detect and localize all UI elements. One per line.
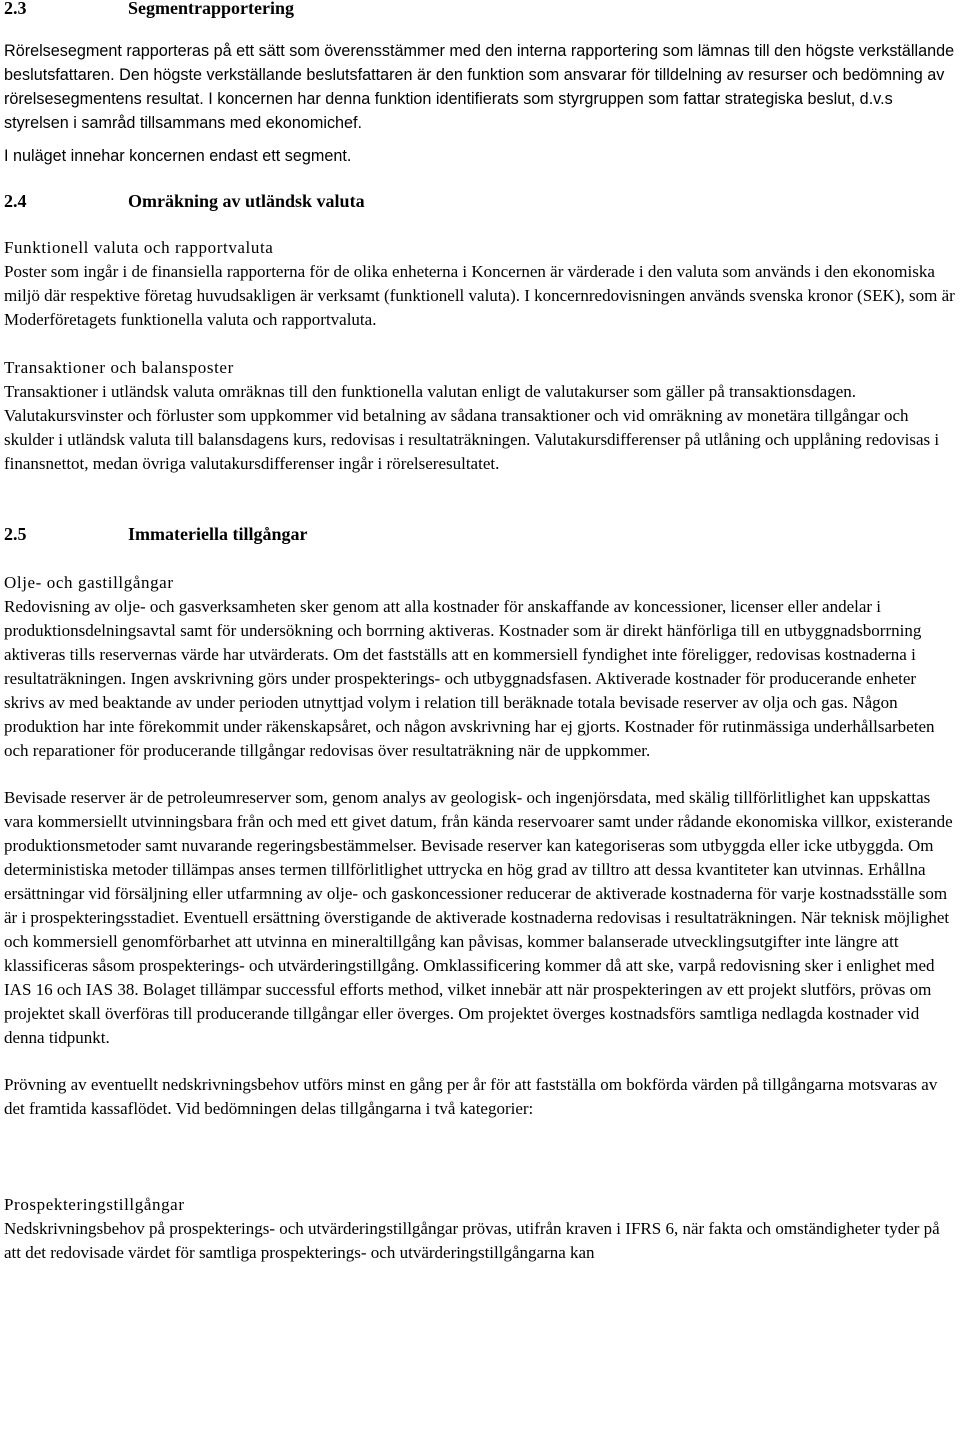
subheading-oil-gas-assets: Olje- och gastillgångar	[4, 573, 174, 592]
subheading-transactions: Transaktioner och balansposter	[4, 358, 234, 377]
subheading-functional-currency: Funktionell valuta och rapportvaluta	[4, 238, 274, 257]
paragraph-transactions: Transaktioner i utländsk valuta omräknas till den funktionella valutan enligt de valutakurser som gäller på transaktionsdagen. Valutakursvinster och förluster som uppkommer vid betalning av sådana transaktioner och vid omräkning av monetära tillgångar och skulder i utländsk valuta till balansdagens kurs, redovisas i resultaträkningen. Valutakursdifferenser på utlåning och upplåning redovisas i finansnettot, medan övriga valutakursdifferenser ingår i rörelseresultatet.	[4, 382, 940, 473]
section-title: Segmentrapportering	[128, 0, 294, 18]
section-heading-2-4	[4, 189, 958, 213]
section-title: Immateriella tillgångar	[128, 524, 308, 544]
paragraph-functional-currency: Poster som ingår i de finansiella rapporterna för de olika enheterna i Koncernen är värderade i den valuta som används i den ekonomiska miljö där respektive företag huvudsakligen är verksamt (funktionell valuta). I koncernredovisningen används svenska kronor (SEK), som är Moderföretagets funktionella valuta och rapportvaluta.	[4, 262, 955, 329]
paragraph-proven-reserves: Bevisade reserver är de petroleumreserver som, genom analys av geologisk- och ingenjörsdata, med skälig tillförlitlighet kan uppskattas vara kommersiellt utvinningsbara från och med ett givet datum, från kända reservoarer samt under rådande ekonomiska villkor, existerande produktionsmetoder samt nuvarande regeringsbestämmelser. Bevisade reserver kan kategoriseras som utbyggda eller icke utbyggda. Om deterministiska metoder tillämpas anses termen tillförlitlighet uttrycka en hög grad av tilltro att dessa kvantiteter kan utvinnas. Erhållna ersättningar vid försäljning eller utfarmning av olje- och gaskoncessioner reducerar de aktiverade kostnaderna för varje kostnadsställe som är i prospekteringsstadiet. Eventuell ersättning överstigande de aktiverade kostnaderna redovisas i resultaträkningen. När teknisk möjlighet och kommersiell genomförbarhet att utvinna en mineraltillgång kan påvisas, kommer balanserade utvecklingsutgifter inte längre att klassificeras såsom prospekterings- och utvärderingstillgång. Omklassificering kommer då att ske, varpå redovisning sker i enlighet med IAS 16 och IAS 38. Bolaget tillämpar successful efforts method, vilket innebär att när prospekteringen av ett projekt slutförs, prövas om projektet skall överföras till producerande tillgångar eller överges. Om projektet överges kostnadsförs samtliga nedlagda kostnader vid denna tidpunkt.	[4, 788, 953, 1047]
subheading-exploration-assets: Prospekteringstillgångar	[4, 1195, 185, 1214]
paragraph-exploration-impairment: Nedskrivningsbehov på prospekterings- och utvärderingstillgångar prövas, utifrån kraven i IFRS 6, när fakta och omständigheter tyder på att det redovisade värdet för samtliga prospekterings- och utvärderingstillgångarna kan	[4, 1219, 940, 1262]
section-number: 2.3	[4, 0, 27, 18]
paragraph-segment-reporting: Rörelsesegment rapporteras på ett sätt som överensstämmer med den interna rapportering som lämnas till den högste verkställande beslutsfattaren. Den högste verkställande beslutsfattaren är den funktion som ansvarar för tilldelning av resurser och bedömning av rörelsesegmentens resultat. I koncernen har denna funktion identifierats som styrgruppen som fattar strategiska beslut, d.v.s styrelsen i samråd tillsammans med ekonomichef.	[4, 42, 955, 132]
paragraph-impairment-testing: Prövning av eventuellt nedskrivningsbehov utförs minst en gång per år för att fastställa om bokförda värden på tillgångarna motsvaras av det framtida kassaflödet. Vid bedömningen delas tillgångarna i två kategorier:	[4, 1075, 938, 1118]
section-number: 2.5	[4, 524, 27, 544]
section-heading-2-3	[4, 0, 958, 20]
section-number: 2.4	[4, 191, 27, 211]
section-heading-2-5	[4, 522, 958, 546]
paragraph-single-segment: I nuläget innehar koncernen endast ett segment.	[4, 147, 352, 165]
paragraph-oil-gas-accounting: Redovisning av olje- och gasverksamheten sker genom att alla kostnader för anskaffande av koncessioner, licenser eller andelar i produktionsdelningsavtal samt för undersökning och borrning aktiveras. Kostnader som är direkt hänförliga till en utbyggnadsborrning aktiveras tills reservernas värde har utvärderats. Om det fastställs att en kommersiell fyndighet inte föreligger, redovisas kostnaderna i resultaträkningen. Ingen avskrivning görs under prospekterings- och utbyggnadsfasen. Aktiverade kostnader för producerande enheter skrivs av med beaktande av under perioden utnyttjad volym i relation till beräknade totala bevisade reserver av olja och gas. Någon produktion har inte förekommit under räkenskapsåret, och någon avskrivning har ej gjorts. Kostnader för rutinmässiga underhållsarbeten och reparationer för producerande tillgångar redovisas över resultaträkning när de uppkommer.	[4, 597, 935, 760]
section-title: Omräkning av utländsk valuta	[128, 191, 365, 211]
